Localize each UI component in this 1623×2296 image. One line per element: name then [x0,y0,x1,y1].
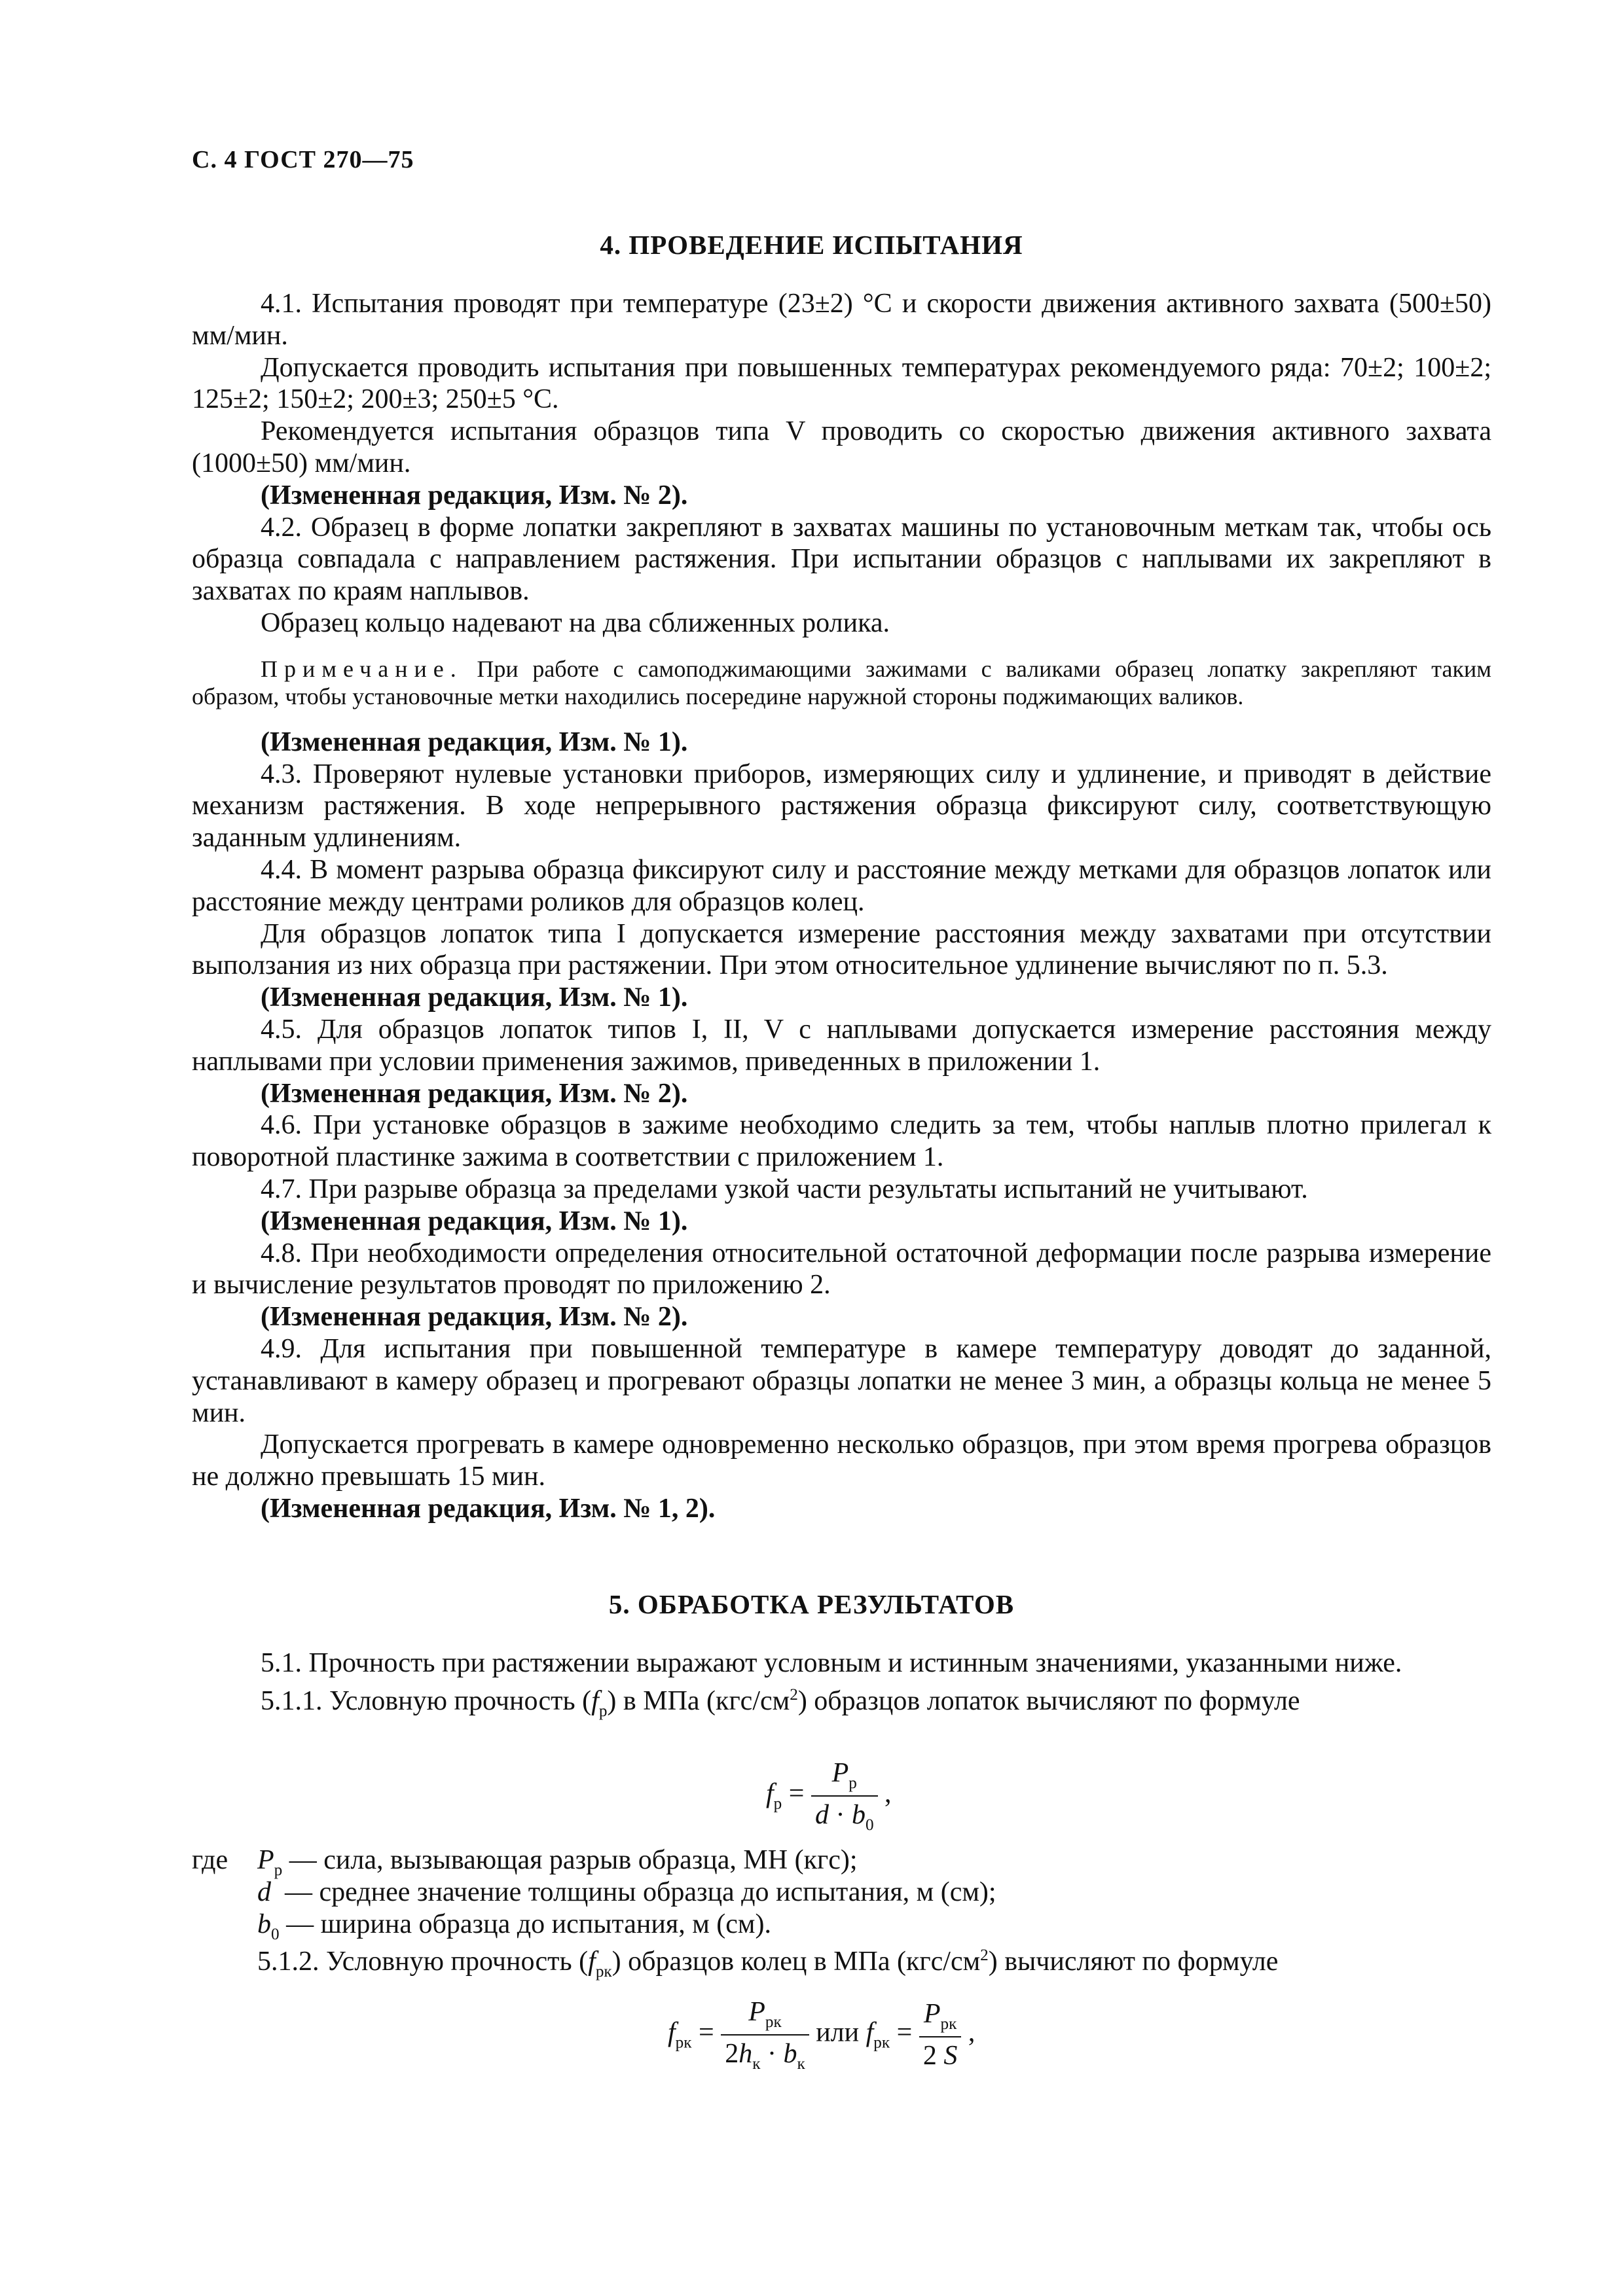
page-header: С. 4 ГОСТ 270—75 [192,146,414,173]
paragraph-4-5: 4.5. Для образцов лопаток типов I, II, V с наплывами допускается измерение расстояния между наплывами при условии применения зажимов, приведенных в приложении 1. [192,1014,1491,1077]
paragraph-4-9-b: Допускается прогревать в камере одновременно несколько образцов, при этом время прогрева образцов не должно превышать 15 мин. [192,1429,1491,1492]
definition-row: d — среднее значение толщины образца до испытания, м (см); [257,1876,996,1907]
revision-note: (Измененная редакция, Изм. № 1). [261,982,688,1013]
section-5-title: 5. ОБРАБОТКА РЕЗУЛЬТАТОВ [608,1589,1015,1619]
paragraph-4-1-c: Рекомендуется испытания образцов типа V проводить со скоростью движения активного захвата (1000±50) мм/мин. [192,416,1491,478]
revision-note: (Измененная редакция, Изм. № 2). [261,1078,688,1109]
definition-row: $b_0$ — ширина образца до испытания, м (см). [257,1909,771,1943]
revision-note: (Измененная редакция, Изм. № 2). [261,1302,688,1333]
definition-row: где $P_р$ — сила, вызывающая разрыв образца, МН (кгс); [192,1845,858,1879]
note-text: При работе с самоподжимающими зажимами с валиками образец лопатку закрепляют таким образом, чтобы установочные метки находились посередине наружной стороны поджимающих валиков. [192,655,1491,709]
section-4-title: 4. ПРОВЕДЕНИЕ ИСПЫТАНИЯ [600,230,1023,260]
paragraph-4-8: 4.8. При необходимости определения относительной остаточной деформации после разрыва измерение и вычисление результатов проводят по приложению 2. [192,1238,1491,1300]
paragraph-4-4: 4.4. В момент разрыва образца фиксируют силу и расстояние между метками для образцов лопаток или расстояние между центрами роликов для образцов колец. [192,854,1491,917]
revision-note: (Измененная редакция, Изм. № 2). [261,480,688,511]
paragraph-4-2-b: Образец кольцо надевают на два сближенных ролика. [261,607,890,638]
revision-note: (Измененная редакция, Изм. № 1, 2). [261,1493,716,1524]
paragraph-5-1-2: 5.1.2. Условную прочность $(f_{рк})$ образцов колец в МПа $(кгс/см^2)$ вычисляют по формуле [257,1946,1279,1981]
paragraph-4-1: 4.1. Испытания проводят при температуре (23±2) °С и скорости движения активного захвата (500±50) мм/мин. [192,289,1491,351]
paragraph-4-3: 4.3. Проверяют нулевые установки приборов, измеряющих силу и удлинение, и приводят в действие механизм растяжения. В ходе непрерывного растяжения образца фиксируют силу, соответствующую заданным удлинениям. [192,759,1491,853]
paragraph-4-4-b: Для образцов лопаток типа I допускается измерение расстояния между захватами при отсутствии выползания из них образца при растяжении. При этом относительное удлинение вычисляют по п. 5.3. [192,918,1491,981]
paragraph-4-9: 4.9. Для испытания при повышенной температуре в камере температуру доводят до заданной, устанавливают в камеру образец и прогревают образцы лопатки не менее 3 мин, а образцы кольца не менее 5 мин. [192,1333,1491,1428]
note-label: Примечание. [261,655,463,682]
section-4-body [192,288,1491,1525]
paragraph-4-6: 4.6. При установке образцов в зажиме необходимо следить за тем, чтобы наплыв плотно прилегал к поворотной пластинке зажима в соответствии с приложением 1. [192,1110,1491,1173]
paragraph-5-1-1: 5.1.1. Условную прочность $(f_р)$ в МПа $(кгс/см^2)$ образцов лопаток вычисляют по формуле [261,1685,1300,1720]
paragraph-4-1-b: Допускается проводить испытания при повышенных температурах рекомендуемого ряда: 70±2; 100±2; 125±2; 150±2; 200±3; 250±5 °С. [192,352,1491,415]
note-block [192,655,1491,710]
revision-note: (Измененная редакция, Изм. № 1). [261,726,688,757]
paragraph-5-1: 5.1. Прочность при растяжении выражают условным и истинным значениями, указанными ниже. [261,1648,1402,1678]
paragraph-4-7: 4.7. При разрыве образца за пределами узкой части результаты испытаний не учитывают. [261,1174,1308,1204]
revision-note: (Измененная редакция, Изм. № 1). [261,1206,688,1236]
paragraph-4-2: 4.2. Образец в форме лопатки закрепляют в захватах машины по установочным меткам так, чтобы ось образца совпадала с направлением растяжения. При испытании образцов с наплывами их закрепляют в захватах по краям наплывов. [192,512,1491,607]
definitions-list [192,1844,1279,1981]
formula-fp: $f_р$ = $\frac{P_р}{d \cdot b_0}$ , [766,1758,892,1834]
formula-fpk: $f_{рк}$ = $\frac{P_{рк}}{2h_к \cdot b_к}$ или $f_{рк}$ = $\frac{P_{рк}}{2 S}$ , [668,1997,976,2073]
section-5-body [192,1647,1491,1728]
